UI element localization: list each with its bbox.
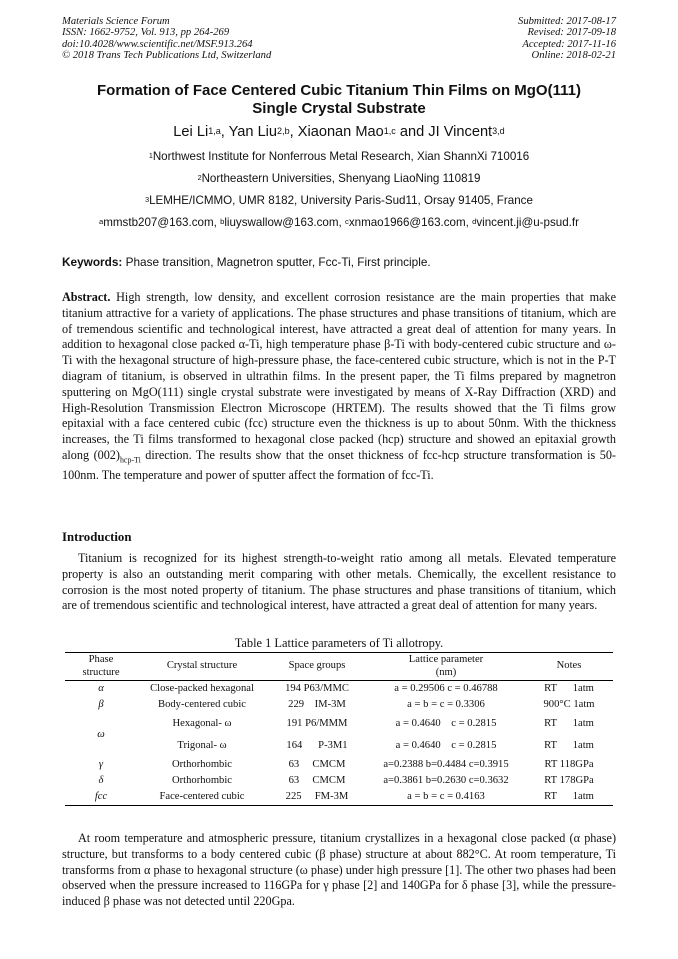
email-sup: b: [220, 217, 225, 227]
cell-space: 63 CMCM: [288, 774, 346, 786]
email-link[interactable]: xnmao1966@163.com: [348, 216, 466, 229]
email-link[interactable]: vincent.ji@u-psud.fr: [476, 216, 579, 229]
copyright: © 2018 Trans Tech Publications Ltd, Switzerland: [62, 50, 272, 62]
doi: doi:10.4028/www.scientific.net/MSF.913.264: [62, 38, 253, 50]
author-list: [62, 123, 616, 141]
abstract: [62, 290, 616, 484]
keywords-text: Phase transition, Magnetron sputter, Fcc-Ti, First principle.: [125, 255, 431, 269]
cell-crystal: Face-centered cubic: [159, 790, 245, 802]
email-link[interactable]: liuyswallow@163.com: [224, 216, 339, 229]
email-sup: c: [345, 217, 349, 227]
cell-lattice: a = 0.4640 c = 0.2815: [395, 717, 497, 729]
header-crystal: Crystal structure: [166, 660, 238, 672]
submitted-date: Submitted: 2017-08-17: [518, 16, 616, 27]
author-sup: 3,d: [492, 126, 505, 137]
author-name: Xiaonan Mao: [297, 124, 384, 140]
abstract-text: High strength, low density, and excellent corrosion resistance are the main properties that make titanium attractive for a variety of applications. The phase structures and phase transitions of titanium, which are of tremendous scientific and technological interest, have attracted a great deal of attention for many years. In addition to hexagonal close packed α-Ti, high temperature phase β-Ti with body-centered cubic structure and ω-Ti with the hexagonal structure of high-pressure phase, the face-centered cubic structure, which is not in the P-T diagram of titanium, is observed in ultrathin films. In the present paper, the Ti films prepared by magnetron sputtering on MgO(111) single crystal substrate were investigated by means of X-Ray Diffraction (XRD) and High-Resolution Transmission Electron Microscope (HRTEM). The results showed that the Ti films grow epitaxial with a face centered cubic (fcc) structure even the thickness is up to about 50nm. With the thickness increases, the Ti films transformed to hexagonal close packed (hcp) structure and showed an epitaxial growth along (002): [62, 290, 617, 462]
dates-info: [518, 16, 616, 62]
journal-info: [62, 16, 271, 62]
cell-crystal: Close-packed hexagonal: [150, 683, 254, 695]
cell-phase: β: [98, 698, 104, 710]
cell-space: 63 CMCM: [288, 758, 346, 770]
abstract-text-end: direction. The results show that the onset thickness of fcc-hcp structure transformation is 50-100nm. The temperature and power of sputter affect the formation of fcc-Ti.: [62, 447, 616, 483]
table-row: [65, 757, 613, 773]
cell-notes: RT 178GPa: [544, 774, 594, 786]
author-sup: 2,b: [277, 126, 290, 137]
cell-lattice: a=0.2388 b=0.4484 c=0.3915: [383, 758, 509, 770]
affiliation-sup: 1: [148, 151, 153, 161]
affiliation-2: [62, 172, 616, 186]
cell-lattice: a = b = c = 0.4163: [407, 790, 485, 802]
table-row: [65, 735, 613, 757]
journal-name: Materials Science Forum: [62, 16, 170, 27]
author-name: Yan Liu: [228, 124, 278, 140]
table-row: [65, 681, 613, 698]
affiliation-text: LEMHE/ICMMO, UMR 8182, University Paris-Sud11, Orsay 91405, France: [149, 194, 533, 207]
title-line-2: Single Crystal Substrate: [252, 100, 426, 117]
author-sup: 1,c: [383, 126, 396, 137]
cell-lattice: a = 0.29506 c = 0.46788: [394, 682, 498, 694]
cell-lattice: a = b = c = 0.3306: [407, 698, 485, 710]
table-row: [65, 789, 613, 806]
email-link[interactable]: mmstb207@163.com: [103, 216, 214, 229]
abstract-label: Abstract.: [62, 290, 111, 304]
header-phase: Phase structure: [82, 654, 120, 678]
cell-crystal: Orthorhombic: [171, 774, 233, 786]
title-line-1: Formation of Face Centered Cubic Titanium Thin Films on MgO(111): [97, 82, 581, 99]
cell-notes: RT 1atm: [544, 682, 594, 694]
affiliation-text: Northeastern Universities, Shenyang LiaoNing 110819: [201, 172, 481, 185]
table-header-row: [65, 653, 613, 681]
table-row: [65, 697, 613, 713]
cell-phase: ω: [97, 728, 105, 740]
cell-notes: RT 118GPa: [544, 758, 594, 770]
cell-crystal: Trigonal- ω: [177, 739, 227, 751]
email-list: $^a$mmstb207@163.com, $^b$liuyswallow@163.com, $^c$xnmao1966@163.com, $^d$vincent.ji@u-psud.fr: [98, 216, 579, 229]
lattice-table: [65, 652, 613, 806]
body-paragraph: At room temperature and atmospheric pressure, titanium crystallizes in a hexagonal close packed (α phase) structure, but transforms to a body centered cubic (β phase) structure at about 882°C. At room temperature, Ti transforms from α phase to hexagonal structure (ω phase) under high pressure [1]. The other two phases had been observed when the pressure increased to 116GPa for γ phase [2] and 140GPa for δ phase [3], while the pressure-induced β phase was not detected until 220Gpa.: [62, 831, 616, 909]
cell-notes: RT 1atm: [544, 717, 594, 729]
cell-phase: α: [98, 682, 104, 694]
cell-lattice: a = 0.4640 c = 0.2815: [395, 739, 497, 751]
author-separator: ,: [220, 124, 229, 140]
keywords: [62, 255, 616, 269]
keywords-label: Keywords:: [62, 255, 123, 269]
author-sup: 1,a: [208, 126, 221, 137]
cell-notes: RT 1atm: [544, 739, 594, 751]
accepted-date: Accepted: 2017-11-16: [522, 38, 616, 50]
cell-phase: fcc: [94, 790, 108, 802]
affiliation-sup: 2: [197, 173, 202, 183]
header-lattice: Lattice parameter (nm): [408, 654, 484, 678]
cell-space: 194 P63/MMC: [285, 682, 349, 694]
cell-space: 191 P6/MMM: [286, 717, 348, 729]
cell-lattice: a=0.3861 b=0.2630 c=0.3632: [383, 774, 509, 786]
abstract-subscript: hcp-Ti: [119, 455, 141, 465]
header-space-groups: Space groups: [288, 660, 346, 672]
cell-crystal: Hexagonal- ω: [172, 717, 232, 729]
introduction-paragraph: Titanium is recognized for its highest strength-to-weight ratio among all metals. Elevated temperature property is also an outstanding merit comparing with other metals. Chemically, the excellent resistance to corrosion is the most noted property of titanium. The phase structures and phase transitions of titanium, which are of tremendous scientific and technological interest, have attracted a great deal of attention for many years.: [62, 551, 616, 613]
table-row: [65, 773, 613, 789]
header-notes: Notes: [556, 660, 582, 672]
revised-date: Revised: 2017-09-18: [527, 27, 616, 39]
paper-title: [62, 82, 616, 118]
affiliation-text: Northwest Institute for Nonferrous Metal Research, Xian ShannXi 710016: [152, 150, 530, 163]
table-caption: Table 1 Lattice parameters of Ti allotropy.: [234, 636, 444, 650]
cell-space: 225 FM-3M: [285, 790, 349, 802]
cell-space: 164 P-3M1: [286, 739, 348, 751]
cell-crystal: Orthorhombic: [171, 758, 233, 770]
cell-space: 229 IM-3M: [288, 698, 346, 710]
email-sup: d: [472, 217, 477, 227]
cell-phase: γ: [98, 758, 104, 770]
affiliation-sup: 3: [145, 195, 150, 205]
table-row: [65, 713, 613, 735]
email-sup: a: [98, 217, 104, 227]
online-date: Online: 2018-02-21: [531, 50, 616, 62]
section-heading-introduction: Introduction: [62, 530, 132, 544]
cell-notes: RT 1atm: [544, 790, 594, 802]
cell-phase: δ: [98, 774, 104, 786]
cell-crystal: Body-centered cubic: [158, 698, 246, 710]
author-separator: ,: [289, 124, 298, 140]
author-name: Lei Li: [173, 124, 209, 140]
cell-notes: 900°C 1atm: [543, 698, 595, 710]
author-separator: and: [395, 124, 429, 140]
affiliation-1: [62, 150, 616, 164]
author-name: JI Vincent: [428, 124, 493, 140]
affiliation-3: [62, 194, 616, 208]
issn: ISSN: 1662-9752, Vol. 913, pp 264-269: [62, 27, 230, 39]
